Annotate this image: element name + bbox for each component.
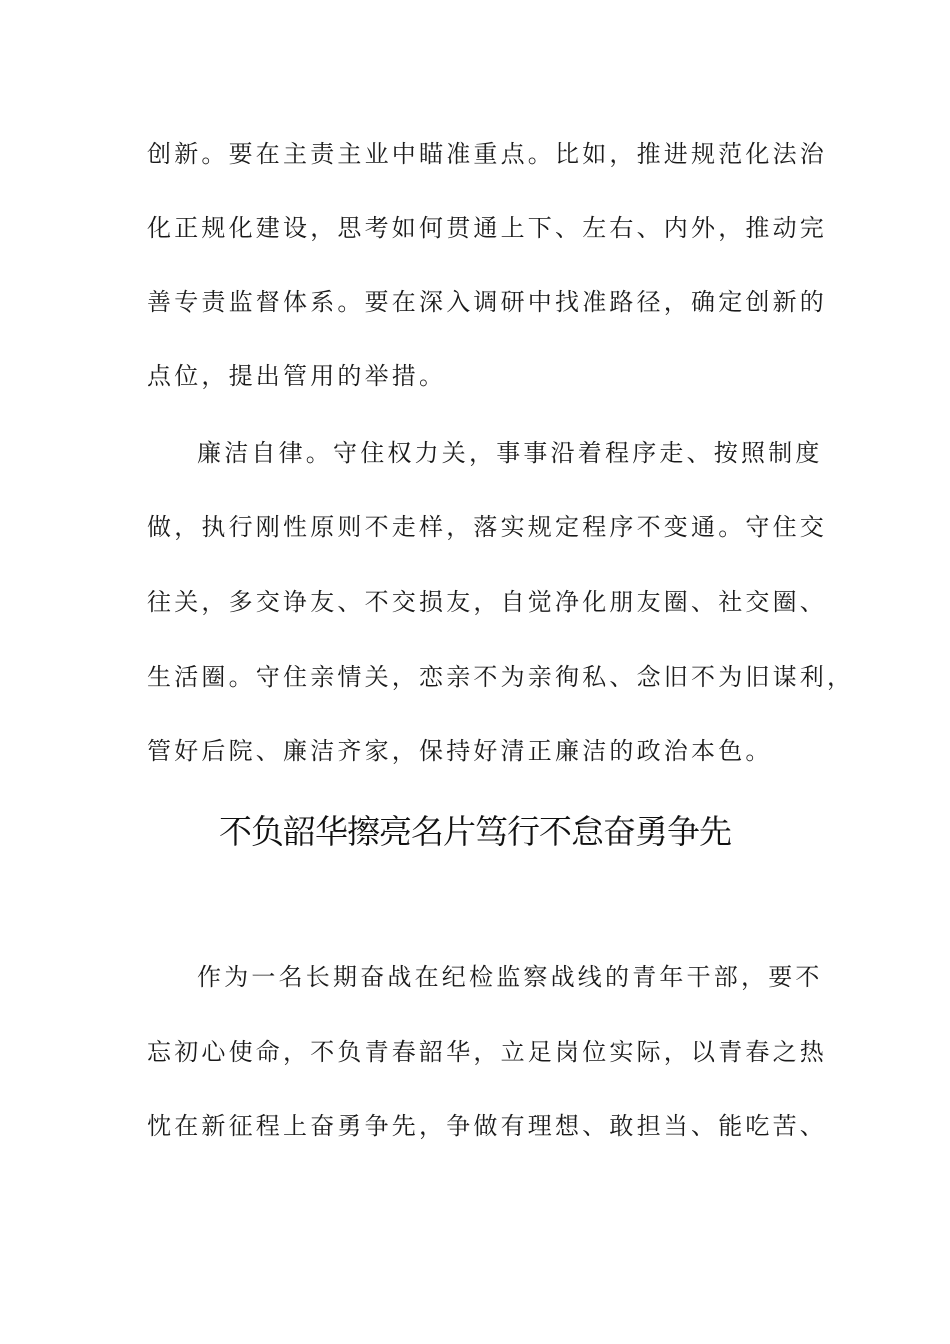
paragraph-1-line-3: 善专责监督体系。要在深入调研中找准路径，确定创新的	[147, 288, 827, 316]
paragraph-3-line-3: 忱在新征程上奋勇争先，争做有理想、敢担当、能吃苦、	[147, 1112, 827, 1140]
section-heading: 不负韶华擦亮名片笃行不怠奋勇争先	[219, 812, 731, 851]
paragraph-2-line-5: 管好后院、廉洁齐家，保持好清正廉洁的政治本色。	[147, 737, 773, 765]
paragraph-2-line-4: 生活圈。守住亲情关，恋亲不为亲徇私、念旧不为旧谋利，	[147, 663, 855, 691]
paragraph-1-line-4: 点位，提出管用的举措。	[147, 362, 447, 390]
paragraph-2-line-2: 做，执行刚性原则不走样，落实规定程序不变通。守住交	[147, 513, 827, 541]
paragraph-3-line-2: 忘初心使命，不负青春韶华，立足岗位实际，以青春之热	[147, 1038, 827, 1066]
paragraph-2-line-3: 往关，多交诤友、不交损友，自觉净化朋友圈、社交圈、	[147, 588, 827, 616]
paragraph-2-line-1: 廉洁自律。守住权力关，事事沿着程序走、按照制度	[197, 439, 823, 467]
paragraph-1-line-1: 创新。要在主责主业中瞄准重点。比如，推进规范化法治	[147, 140, 827, 168]
paragraph-1-line-2: 化正规化建设，思考如何贯通上下、左右、内外，推动完	[147, 214, 827, 242]
paragraph-3-line-1: 作为一名长期奋战在纪检监察战线的青年干部，要不	[197, 963, 823, 991]
